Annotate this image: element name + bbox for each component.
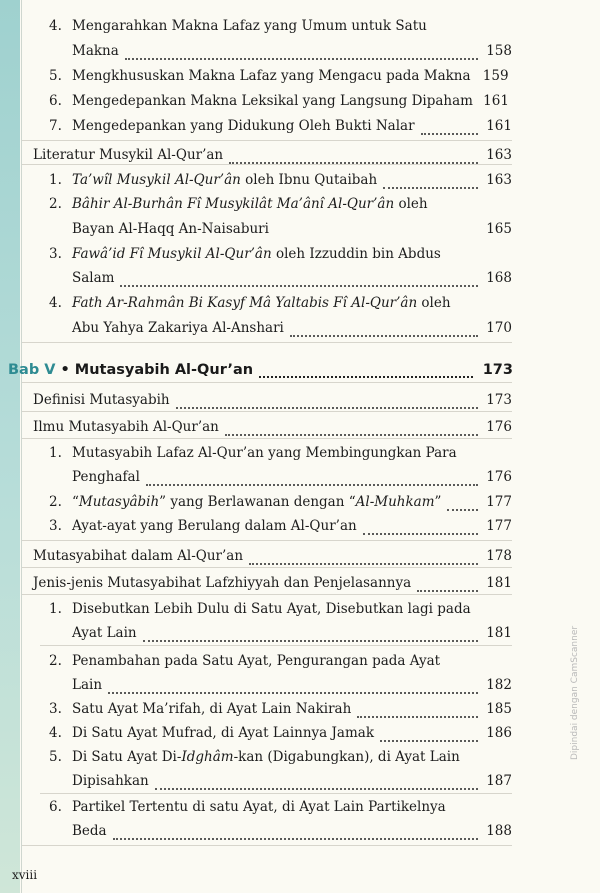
leader-dots <box>120 273 478 287</box>
toc-entry <box>72 772 512 790</box>
toc-entry <box>72 269 512 287</box>
leader-dots <box>225 422 478 436</box>
leader-dots <box>249 551 478 565</box>
quote-close: ” <box>434 494 442 510</box>
page-number: 158 <box>486 43 512 59</box>
page-number: 168 <box>486 270 512 286</box>
toc-entry <box>72 42 512 60</box>
toc-entry <box>72 220 512 238</box>
item-number: 1. <box>49 172 62 188</box>
item-title-italic: Fath Ar-Rahmân Bi Kasyf Mâ Yaltabis Fî Al-Qur’ân <box>72 295 418 311</box>
toc-entry <box>72 171 512 189</box>
divider <box>22 567 512 568</box>
term-italic: Idghâm <box>181 749 234 765</box>
item-title-italic: Fawâ’id Fî Musykil Al-Qur’ân <box>72 246 272 262</box>
item-number: 2. <box>49 494 62 510</box>
divider <box>22 411 512 412</box>
toc-section <box>33 391 512 409</box>
page-number: 177 <box>486 494 512 510</box>
leader-dots <box>417 578 478 592</box>
chapter-bullet: • <box>60 362 70 378</box>
chapter-heading <box>8 358 513 378</box>
item-number: 6. <box>49 93 62 109</box>
leader-dots <box>155 776 478 790</box>
item-number: 5. <box>49 68 62 84</box>
item-title-line2: Dipisahkan <box>72 773 149 789</box>
page-number: 182 <box>486 677 512 693</box>
page-number: 181 <box>486 625 512 641</box>
item-title: Mengkhususkan Makna Lafaz yang Mengacu pada Makna <box>72 68 471 84</box>
section-title: Definisi Mutasyabih <box>33 392 170 408</box>
page-number: 161 <box>486 118 512 134</box>
leader-dots <box>383 175 478 189</box>
item-number: 4. <box>49 18 62 34</box>
term-italic: Al-Muhkam <box>355 494 435 510</box>
divider <box>22 540 512 541</box>
page-number: 186 <box>486 725 512 741</box>
leader-space <box>275 224 478 238</box>
leader-dots <box>108 680 478 694</box>
item-title: -kan (Digabungkan), di Ayat Lain <box>233 749 460 765</box>
item-number: 3. <box>49 246 62 262</box>
leader-dots <box>146 472 478 486</box>
page-number: 185 <box>486 701 512 717</box>
item-number: 4. <box>49 295 62 311</box>
item-title: Mengedepankan yang Didukung Oleh Bukti Nalar <box>72 118 415 134</box>
chapter-title: Mutasyabih Al-Qur’an <box>74 362 254 378</box>
page-number: 188 <box>486 823 512 839</box>
divider <box>22 382 512 383</box>
page-number: 176 <box>486 469 512 485</box>
toc-entry <box>72 319 512 337</box>
toc-entry <box>72 493 512 511</box>
chapter-label: Bab V <box>8 362 56 378</box>
leader-dots <box>447 497 478 511</box>
divider <box>22 438 512 439</box>
leader-dots <box>259 363 473 378</box>
item-title-line2: Salam <box>72 270 115 286</box>
item-title-line1: Mutasyabih Lafaz Al-Qur’an yang Membingungkan Para <box>72 445 457 461</box>
item-title: oleh Ibnu Qutaibah <box>240 172 378 188</box>
item-number: 4. <box>49 725 62 741</box>
page-number: 165 <box>486 221 512 237</box>
item-title-line2: Makna <box>72 43 119 59</box>
toc-entry <box>72 468 512 486</box>
item-title-line1: Partikel Tertentu di satu Ayat, di Ayat Lain Partikelnya <box>72 799 446 815</box>
item-number: 3. <box>49 518 62 534</box>
item-title: oleh <box>394 196 428 212</box>
toc-entry <box>72 822 512 840</box>
page-number: 161 <box>483 93 509 109</box>
item-title: Di Satu Ayat Di- <box>72 749 182 765</box>
item-title-italic: Ta’wîl Musykil Al-Qur’ân <box>72 172 241 188</box>
page-number: 173 <box>486 392 512 408</box>
leader-dots <box>380 728 478 742</box>
item-title-line2: Bayan Al-Haqq An-Naisaburi <box>72 221 269 237</box>
item-title-italic: Bâhir Al-Burhân Fî Musykilât Ma’ânî Al-Qur’ân <box>72 196 395 212</box>
item-title-line2: Penghafal <box>72 469 140 485</box>
divider <box>40 793 512 794</box>
leader-dots <box>290 323 478 337</box>
page-number: 176 <box>486 419 512 435</box>
page-number: 159 <box>482 68 509 84</box>
divider <box>40 645 512 646</box>
item-title-line2: Ayat Lain <box>72 625 137 641</box>
chapter-page: 173 <box>482 362 513 378</box>
leader-dots <box>125 46 478 60</box>
section-title: Ilmu Mutasyabih Al-Qur’an <box>33 419 219 435</box>
item-title: Ayat-ayat yang Berulang dalam Al-Qur’an <box>72 518 357 534</box>
item-title: ” yang Berlawanan dengan “ <box>159 494 356 510</box>
leader-dots <box>421 121 478 135</box>
leader-dots <box>229 150 478 164</box>
item-title-line1: Penambahan pada Satu Ayat, Pengurangan pada Ayat <box>72 653 441 669</box>
page-number: 163 <box>486 147 512 163</box>
item-number: 1. <box>49 601 62 617</box>
item-number: 3. <box>49 701 62 717</box>
leader-dots <box>143 628 478 642</box>
toc-section <box>33 547 512 565</box>
item-number: 2. <box>49 653 62 669</box>
divider <box>22 342 512 343</box>
toc-entry <box>72 117 512 135</box>
toc-entry <box>72 92 512 110</box>
divider <box>22 164 512 165</box>
leader-dots <box>113 826 478 840</box>
leader-dots <box>176 395 478 409</box>
toc-entry <box>72 67 512 85</box>
divider <box>22 140 512 141</box>
item-title-line1: Mengarahkan Makna Lafaz yang Umum untuk Satu <box>72 18 427 34</box>
item-number: 5. <box>49 749 62 765</box>
toc-section <box>33 574 512 592</box>
toc-entry <box>72 517 512 535</box>
term-italic: Mutasyâbih <box>78 494 160 510</box>
toc-section <box>33 418 512 436</box>
section-title: Mutasyabihat dalam Al-Qur’an <box>33 548 244 564</box>
toc-entry <box>72 700 512 718</box>
leader-dots <box>363 521 478 535</box>
item-title-line1: Disebutkan Lebih Dulu di Satu Ayat, Disebutkan lagi pada <box>72 601 471 617</box>
page-number: 187 <box>486 773 512 789</box>
divider <box>22 845 512 846</box>
toc-entry <box>72 624 512 642</box>
page-number: 163 <box>486 172 512 188</box>
item-title: Di Satu Ayat Mufrad, di Ayat Lainnya Jamak <box>72 725 374 741</box>
item-number: 7. <box>49 118 62 134</box>
toc-entry <box>72 724 512 742</box>
item-title: Satu Ayat Ma’rifah, di Ayat Lain Nakirah <box>72 701 352 717</box>
quote-open: “ <box>72 494 79 510</box>
page-number: 177 <box>486 518 512 534</box>
page-number: 181 <box>486 575 512 591</box>
item-title: oleh <box>417 295 451 311</box>
item-title-line2: Beda <box>72 823 107 839</box>
item-number: 2. <box>49 196 62 212</box>
item-title: Mengedepankan Makna Leksikal yang Langsung Dipaham <box>72 93 473 109</box>
toc-section <box>33 146 512 164</box>
item-title-line2: Lain <box>72 677 103 693</box>
item-title-line2: Abu Yahya Zakariya Al-Anshari <box>72 320 284 336</box>
item-title: oleh Izzuddin bin Abdus <box>271 246 441 262</box>
item-number: 6. <box>49 799 62 815</box>
page-number: 170 <box>486 320 512 336</box>
page-number: 178 <box>486 548 512 564</box>
leader-dots <box>357 704 478 718</box>
folio: xviii <box>12 868 38 882</box>
item-number: 1. <box>49 445 62 461</box>
divider <box>22 594 512 595</box>
section-title: Literatur Musykil Al-Qur’an <box>33 147 224 163</box>
toc-entry <box>72 676 512 694</box>
scanner-watermark: Dipindai dengan CamScanner <box>570 625 580 760</box>
section-title: Jenis-jenis Mutasyabihat Lafzhiyyah dan Penjelasannya <box>33 575 412 591</box>
